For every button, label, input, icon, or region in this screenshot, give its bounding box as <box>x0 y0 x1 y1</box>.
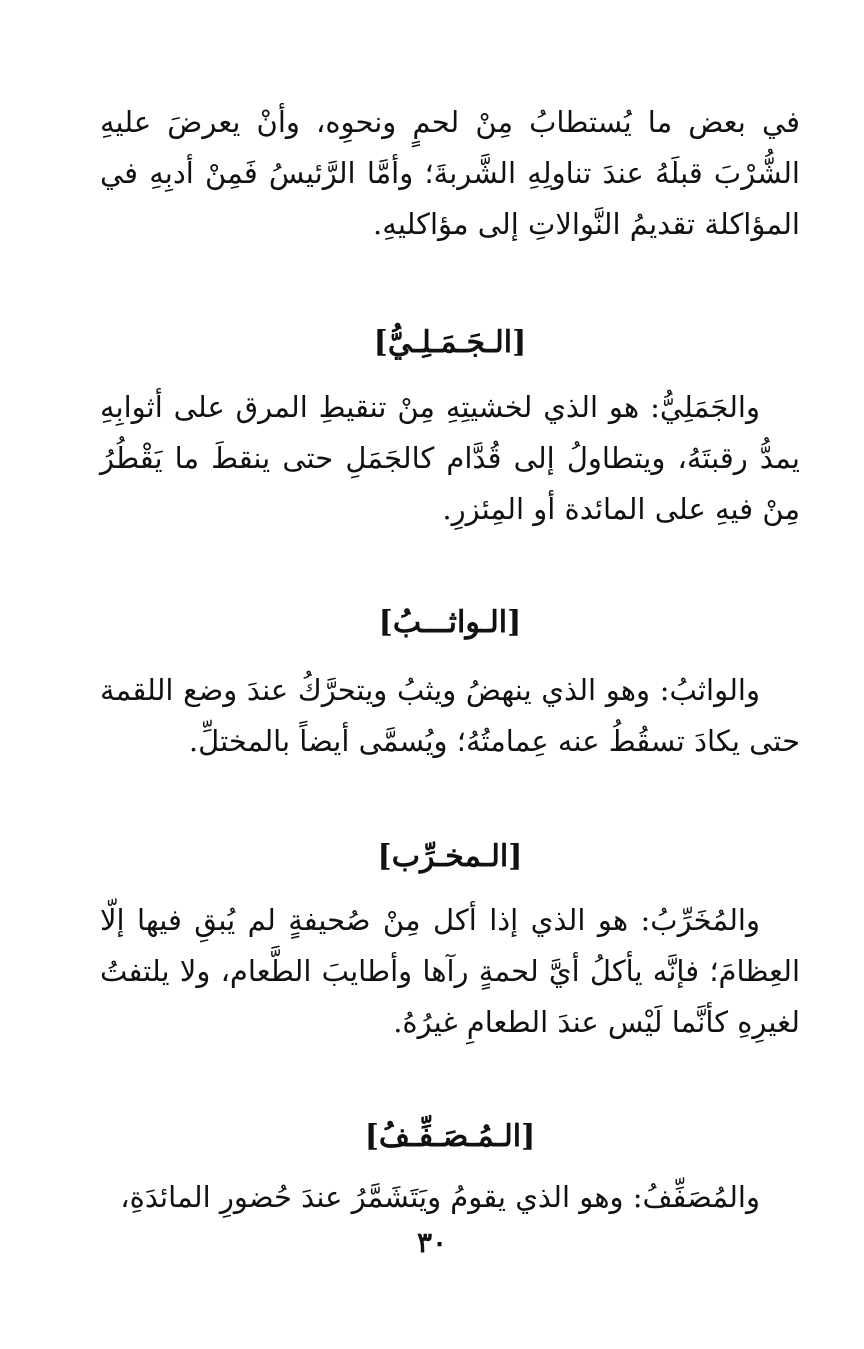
intro-paragraph: في بعض ما يُستطابُ مِنْ لحمٍ ونحوِه، وأنْ يعرضَ عليهِ الشُّرْبَ قبلَهُ عندَ تناولِهِ الشَّربةَ؛ وأمَّا الرَّئيسُ فَمِنْ أدبِهِ في المؤاكلة تقديمُ النَّوالاتِ إلى مؤاكليهِ. <box>100 105 800 241</box>
section-heading-jamali: [الـجَـمَـلِـيُّ] <box>373 325 527 360</box>
section-heading-musaffif: [الـمُـصَـفِّـفُ] <box>364 1119 536 1154</box>
section-body-mukharrib: والمُخَرِّبُ: هو الذي إذا أكل مِنْ صُحيفةٍ لم يُبقِ فيها إلّا العِظامَ؛ فإنَّه يأكلُ أيَّ لحمةٍ رآها وأطايبَ الطَّعام، ولا يلتفتُ لغيرِهِ كأنَّما لَيْس عندَ الطعامِ غيرُهُ. <box>100 903 800 1039</box>
section-body-wathib: والواثبُ: وهو الذي ينهضُ ويثبُ ويتحرَّكُ عندَ وضع اللقمة حتى يكادَ تسقُطُ عنه عِمامتُهُ؛ ويُسمَّى أيضاً بالمختلِّ. <box>100 673 800 758</box>
section-heading-mukharrib: [الـمخـرِّب] <box>377 839 523 874</box>
section-heading-wathib: [الـواثـــبُ] <box>378 605 522 640</box>
section-body-musaffif: والمُصَفِّفُ: وهو الذي يقومُ ويَتَشَمَّرُ عندَ حُضورِ المائدَةِ، <box>120 1180 760 1214</box>
section-body-jamali: والجَمَلِيُّ: هو الذي لخشيتِهِ مِنْ تنقيطِ المرق على أثوابِهِ يمدُّ رقبتَهُ، ويتطاولُ إلى قُدَّام كالجَمَلِ حتى ينقطَ ما يَقْطُرُ مِنْ فيهِ على المائدة أو المِئزرِ. <box>100 390 800 526</box>
page-number: ٣٠ <box>416 1226 448 1259</box>
